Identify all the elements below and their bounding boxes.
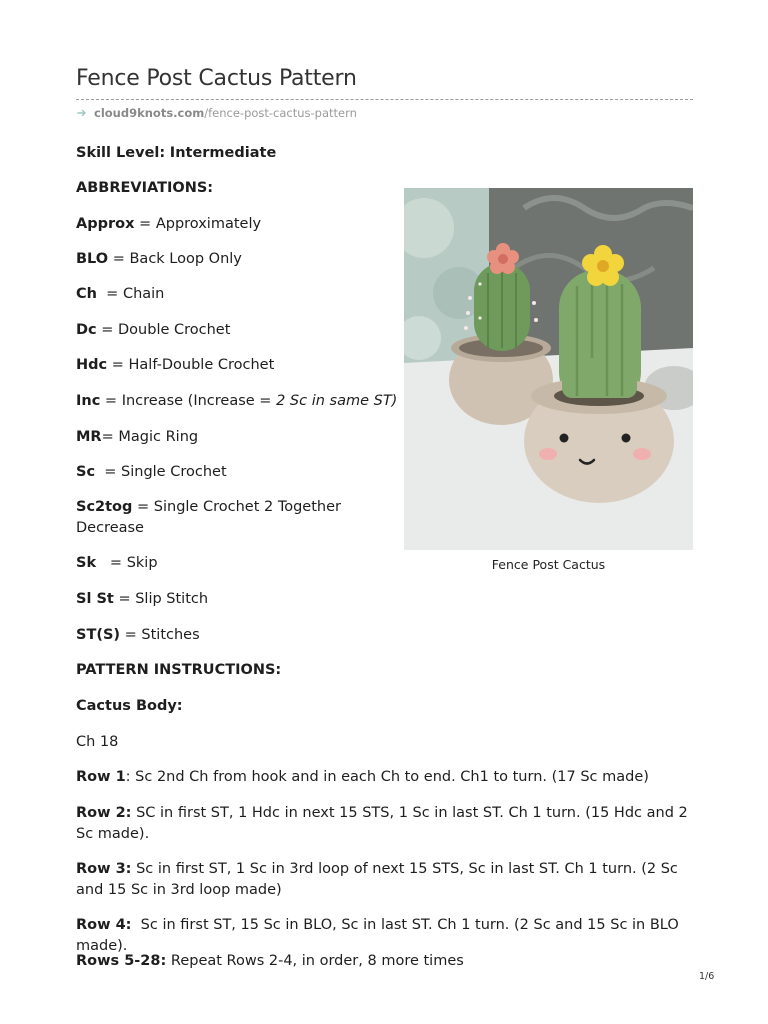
abbreviation-def: Slip Stitch: [135, 591, 209, 607]
link-icon: [76, 107, 88, 119]
abbreviation-sep: =: [95, 464, 122, 480]
abbreviation-term: ST(S): [76, 627, 121, 643]
abbreviation-sep: =: [113, 591, 136, 607]
row-instruction: [76, 803, 701, 844]
abbreviation-def: Double Crochet: [118, 322, 231, 338]
cactus-illustration: [404, 188, 693, 550]
abbreviation-term: Approx: [76, 216, 135, 232]
abbreviation-term: Sc2tog: [76, 499, 133, 515]
row-instruction: [76, 915, 701, 956]
abbreviation-item: [76, 284, 346, 305]
row-label: Row 3:: [76, 861, 132, 877]
abbreviation-def: Half-Double Crochet: [128, 357, 275, 373]
abbreviation-def: Chain: [122, 286, 165, 302]
abbreviation-sep: =: [96, 286, 123, 302]
abbreviation-def: Magic Ring: [118, 429, 199, 445]
abbreviation-def: Stitches: [141, 627, 200, 643]
abbreviation-sep: =: [101, 429, 119, 445]
abbreviation-def: Skip: [126, 555, 158, 571]
abbreviation-sep: =: [132, 499, 154, 515]
cactus-body-heading-text: Cactus Body:: [76, 698, 183, 714]
row-instruction: [76, 951, 701, 972]
abbreviation-term: Sk: [76, 555, 97, 571]
abbreviation-term: BLO: [76, 251, 109, 267]
abbreviation-sep: =: [96, 322, 119, 338]
row-text: Repeat Rows 2-4, in order, 8 more times: [166, 953, 464, 969]
abbreviation-sep: =: [120, 627, 142, 643]
skill-level-value: Intermediate: [169, 145, 277, 161]
abbreviation-sep: =: [96, 555, 127, 571]
row-label: Row 1: [76, 769, 126, 785]
abbreviation-item: [76, 553, 346, 574]
abbreviation-item: [76, 427, 346, 448]
instructions-heading-text: PATTERN INSTRUCTIONS:: [76, 662, 282, 678]
skill-level: [76, 143, 346, 164]
page-number: 1/6: [699, 971, 715, 982]
abbreviations-heading: [76, 178, 346, 199]
row-label: Row 2:: [76, 805, 132, 821]
image-caption: Fence Post Cactus: [491, 557, 606, 572]
cactus-photo: [404, 188, 693, 550]
abbreviation-def: Approximately: [155, 216, 262, 232]
abbreviation-item: [76, 249, 346, 270]
abbreviation-sep: =: [108, 251, 130, 267]
row-label: Row 4:: [76, 917, 132, 933]
abbreviation-item: [76, 214, 346, 235]
cactus-body-heading: [76, 696, 701, 717]
skill-level-label: Skill Level:: [76, 145, 166, 161]
source-domain: cloud9knots.com: [94, 106, 205, 120]
row-label: Rows 5-28:: [76, 953, 167, 969]
row-text: : Sc 2nd Ch from hook and in each Ch to end. Ch1 to turn. (17 Sc made): [125, 769, 649, 785]
abbreviation-item: [76, 589, 346, 610]
abbreviation-def: Single Crochet: [121, 464, 227, 480]
source-path: /fence-post-cactus-pattern: [204, 106, 357, 120]
abbreviation-term: Sl St: [76, 591, 114, 607]
row-text: Sc in first ST, 1 Sc in 3rd loop of next 15 STS, Sc in last ST. Ch 1 turn. (2 Sc and 15 Sc in 3rd loop made): [76, 861, 683, 898]
row-instruction: [76, 767, 701, 788]
abbreviation-item: [76, 497, 346, 538]
abbreviation-term: Sc: [76, 464, 96, 480]
source-link[interactable]: [76, 106, 357, 120]
abbreviations-heading-text: ABBREVIATIONS:: [76, 180, 214, 196]
abbreviation-term: Hdc: [76, 357, 108, 373]
abbreviation-item: [76, 355, 346, 376]
abbreviation-def: Back Loop Only: [129, 251, 242, 267]
abbreviation-item: [76, 462, 346, 483]
abbreviation-item: [76, 625, 346, 646]
abbreviation-term: Inc: [76, 393, 101, 409]
page-title: Fence Post Cactus Pattern: [76, 66, 357, 91]
row-text: Sc in first ST, 15 Sc in BLO, Sc in last ST. Ch 1 turn. (2 Sc and 15 Sc in BLO made).: [76, 917, 684, 954]
title-divider: [76, 99, 693, 100]
abbreviation-def-italic: 2 Sc in same ST): [276, 393, 398, 409]
abbreviation-def: Single Crochet 2 Together Decrease: [76, 499, 341, 536]
abbreviation-item: [76, 391, 398, 412]
row-text: SC in first ST, 1 Hdc in next 15 STS, 1 Sc in last ST. Ch 1 turn. (15 Hdc and 2 Sc made).: [76, 805, 693, 842]
abbreviation-term: Dc: [76, 322, 97, 338]
abbreviation-sep: =: [134, 216, 156, 232]
abbreviation-def: Increase (Increase =: [121, 393, 277, 409]
instructions-heading: [76, 660, 701, 681]
abbreviation-sep: =: [107, 357, 129, 373]
abbreviation-term: Ch: [76, 286, 97, 302]
abbreviation-term: MR: [76, 429, 102, 445]
abbreviation-sep: =: [100, 393, 122, 409]
row-instruction: [76, 859, 701, 900]
chain-instruction: Ch 18: [76, 734, 119, 750]
abbreviation-item: [76, 320, 346, 341]
